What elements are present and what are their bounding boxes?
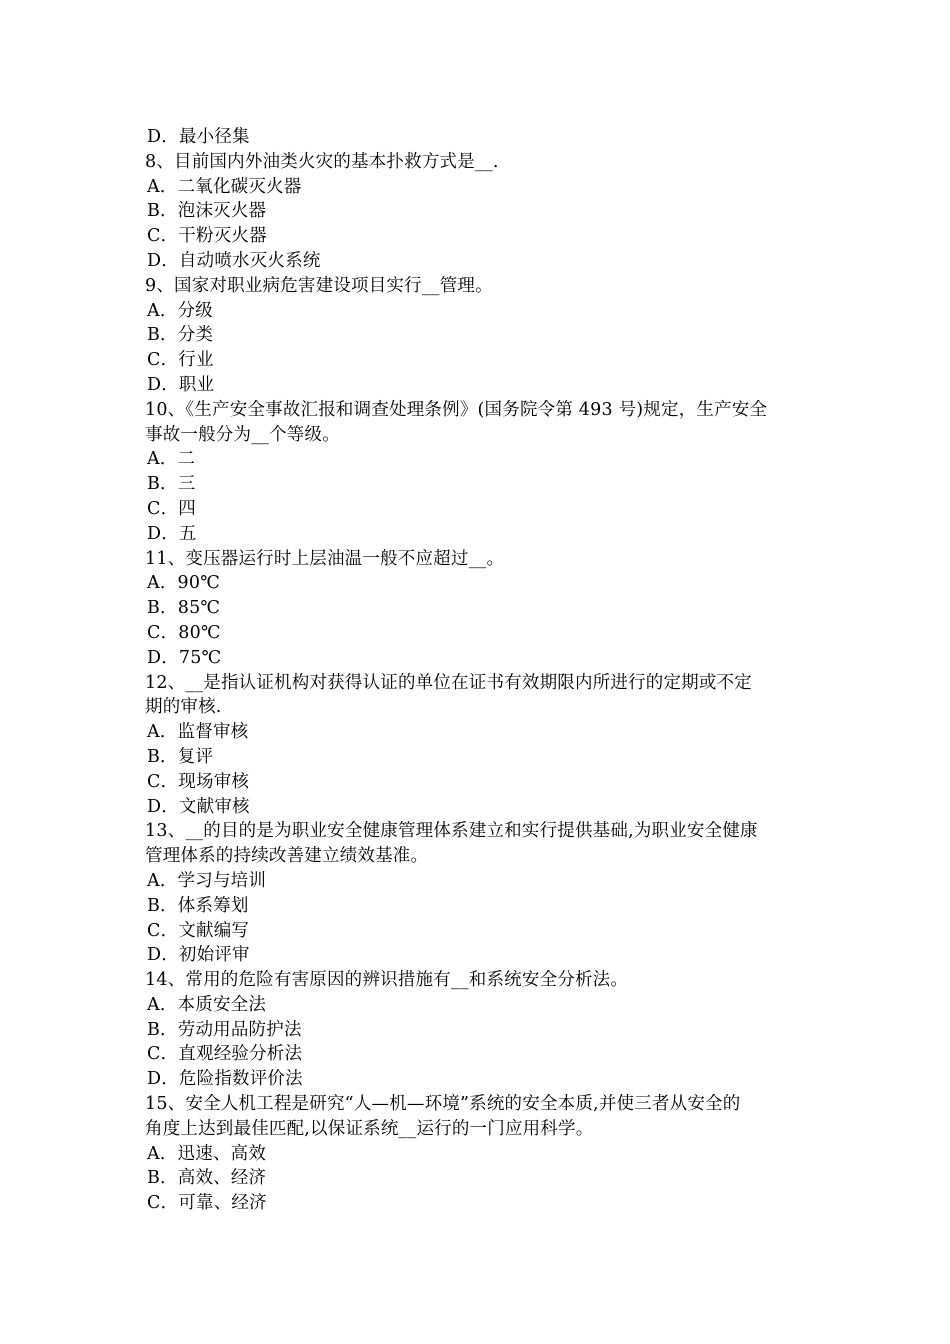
option-text: B．三 (147, 474, 196, 495)
option-text: B．劳动用品防护法 (147, 1019, 302, 1040)
option-text: B．复评 (147, 746, 214, 767)
option-text: C．80℃ (147, 622, 221, 643)
option-text: C．直观经验分析法 (147, 1044, 303, 1065)
question-text: 14、常用的危险有害原因的辨识措施有__和系统安全分析法。 (145, 970, 629, 991)
option-text: B．高效、经济 (147, 1168, 267, 1189)
option-text: C．干粉灭火器 (147, 226, 267, 247)
option-text: C．现场审核 (147, 771, 250, 792)
option-text: C．文献编写 (147, 920, 250, 941)
option-text: A．本质安全法 (147, 994, 267, 1015)
question-continuation: 期的审核. (145, 697, 222, 718)
option-text: D．五 (147, 523, 197, 544)
option-text: B．泡沫灭火器 (147, 201, 267, 222)
option-text: C．可靠、经济 (147, 1193, 267, 1214)
question-text: 12、__是指认证机构对获得认证的单位在证书有效期限内所进行的定期或不定 (145, 672, 752, 693)
question-continuation: 管理体系的持续改善建立绩效基准。 (145, 846, 429, 867)
option-text: A．监督审核 (147, 722, 249, 743)
option-text: D．最小径集 (147, 127, 250, 147)
question-continuation: 事故一般分为__个等级。 (145, 424, 340, 445)
option-text: A．二氧化碳灭火器 (147, 176, 302, 197)
question-text: 11、变压器运行时上层油温一般不应超过__。 (145, 548, 505, 569)
option-text: D．自动喷水灭火系统 (147, 250, 321, 271)
option-text: C．行业 (147, 350, 214, 371)
question-text: 8、目前国内外油类火灾的基本扑救方式是__. (145, 151, 499, 172)
option-text: A．学习与培训 (147, 870, 267, 891)
option-text: D．职业 (147, 374, 215, 395)
option-text: D．危险指数评价法 (147, 1069, 303, 1090)
option-text: D．文献审核 (147, 796, 250, 817)
option-text: C．四 (147, 498, 196, 519)
question-text: 9、国家对职业病危害建设项目实行__管理。 (145, 275, 493, 296)
question-text: 15、安全人机工程是研究“人—机—环境”系统的安全本质,并使三者从安全的 (145, 1094, 741, 1115)
option-text: B．分类 (147, 325, 214, 346)
option-text: B．体系筹划 (147, 895, 249, 916)
question-continuation: 角度上达到最佳匹配,以保证系统__运行的一门应用科学。 (145, 1118, 594, 1139)
question-list (145, 125, 810, 1216)
question-text: 13、__的目的是为职业安全健康管理体系建立和实行提供基础,为职业安全健康 (145, 821, 758, 842)
option-text: A．迅速、高效 (147, 1143, 267, 1164)
option-text: B．85℃ (147, 598, 221, 619)
option-text: D．初始评审 (147, 945, 250, 966)
option-text: A．分级 (147, 300, 213, 321)
question-text: 10、《生产安全事故汇报和调查处理条例》(国务院令第 493 号)规定，生产安全 (145, 399, 768, 420)
option-text: A．90℃ (147, 573, 220, 594)
option-text: A．二 (147, 449, 196, 470)
option-text: D．75℃ (147, 647, 222, 668)
